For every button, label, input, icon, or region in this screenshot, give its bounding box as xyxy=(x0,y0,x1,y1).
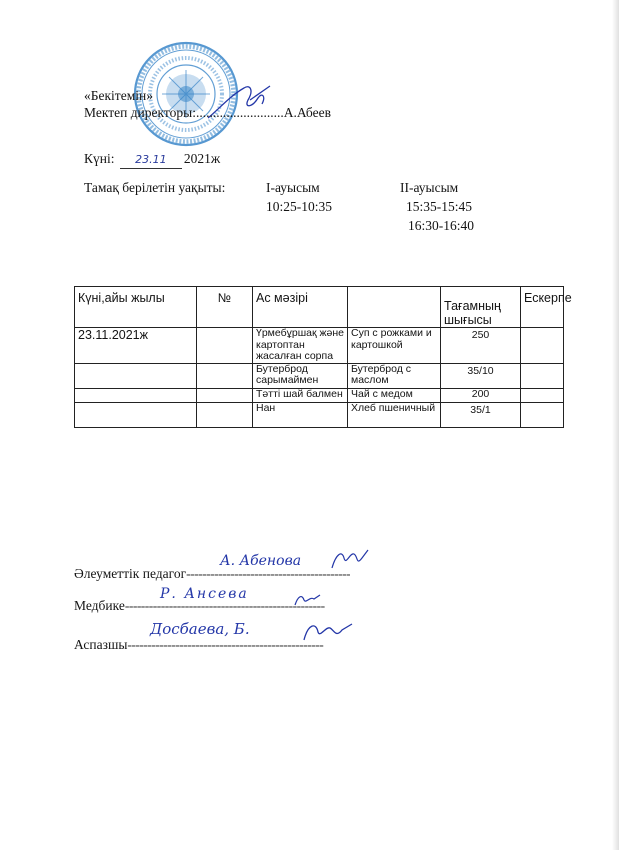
table-row xyxy=(75,388,564,402)
header-menu-ru xyxy=(348,287,441,328)
medic-dashes: -------------------------------------------------- xyxy=(124,598,325,613)
date-line xyxy=(84,151,220,169)
table-header-row xyxy=(75,287,564,328)
cell-number xyxy=(197,328,253,364)
date-handwritten: 23.11 xyxy=(120,152,182,169)
cell-number xyxy=(197,388,253,402)
pedagog-signature xyxy=(328,546,370,572)
cell-note xyxy=(521,388,564,402)
cell-quantity: 35/10 xyxy=(441,363,521,388)
pedagog-label: Әлеуметтік педагог xyxy=(74,566,187,581)
cell-note xyxy=(521,328,564,364)
cell-quantity: 35/1 xyxy=(441,402,521,427)
cook-handwritten-name: Досбаева, Б. xyxy=(150,620,250,638)
cell-menu-ru: Чай с медом xyxy=(348,388,441,402)
date-year: 2021ж xyxy=(183,151,221,166)
director-line xyxy=(84,105,331,121)
header-date: Күні,айы жылы xyxy=(75,287,197,328)
medic-handwritten-name: Р. Ансева xyxy=(160,586,249,602)
menu-table xyxy=(74,286,572,428)
cell-menu-ru: Суп с рожками и картошкой xyxy=(348,328,441,364)
cell-date xyxy=(75,363,197,388)
director-name: А.Абеев xyxy=(283,105,331,120)
header-note: Ескерпе xyxy=(521,287,564,328)
medic-label: Медбике xyxy=(74,598,125,613)
cell-menu-kz: Нан xyxy=(253,402,348,427)
header-number: № xyxy=(197,287,253,328)
cell-number xyxy=(197,402,253,427)
schedule-label: Тамақ берілетін уақыты: xyxy=(84,180,226,195)
shift-1-time: 10:25-10:35 xyxy=(266,199,332,214)
cell-quantity: 250 xyxy=(441,328,521,364)
medic-signature xyxy=(292,590,322,608)
pedagog-dashes: ----------------------------------------- xyxy=(186,566,350,581)
shift-2-time-1: 15:35-15:45 xyxy=(406,199,472,214)
cell-quantity: 200 xyxy=(441,388,521,402)
pedagog-handwritten-name: А. Абенова xyxy=(220,553,302,569)
cook-signature xyxy=(300,618,354,644)
cook-signature-line xyxy=(74,637,323,653)
approval-heading: «Бекітемін» xyxy=(84,88,153,103)
shift-2-title: II-ауысым xyxy=(400,180,459,195)
header-quantity: Тағамның шығысы xyxy=(441,287,521,328)
shift-2 xyxy=(400,180,474,234)
director-label: Мектеп директоры: xyxy=(84,105,196,120)
cell-menu-kz: Тәтті шай балмен xyxy=(253,388,348,402)
director-dots: .......................... xyxy=(195,105,284,120)
cell-date xyxy=(75,388,197,402)
cell-date: 23.11.2021ж xyxy=(75,328,197,364)
table-row xyxy=(75,402,564,427)
cook-dashes: ------------------------------------------------- xyxy=(127,637,324,652)
table-row xyxy=(75,363,564,388)
cell-note xyxy=(521,363,564,388)
shift-2-time-2: 16:30-16:40 xyxy=(408,218,474,233)
table-row xyxy=(75,328,564,364)
shift-1 xyxy=(266,180,332,215)
date-label: Күні: xyxy=(84,151,115,166)
pedagog-signature-line xyxy=(74,566,350,582)
cook-label: Аспазшы xyxy=(74,637,128,652)
cell-menu-kz: Бутерброд сарымаймен xyxy=(253,363,348,388)
cell-note xyxy=(521,402,564,427)
shift-1-title: I-ауысым xyxy=(266,180,320,195)
cell-number xyxy=(197,363,253,388)
header-menu: Ас мәзірі xyxy=(253,287,348,328)
cell-menu-ru: Хлеб пшеничный xyxy=(348,402,441,427)
cell-menu-ru: Бутерброд с маслом xyxy=(348,363,441,388)
cell-menu-kz: Үрмебұршақ және картоптан жасалған сорпа xyxy=(253,328,348,364)
scan-edge-shadow xyxy=(612,0,619,850)
cell-date xyxy=(75,402,197,427)
